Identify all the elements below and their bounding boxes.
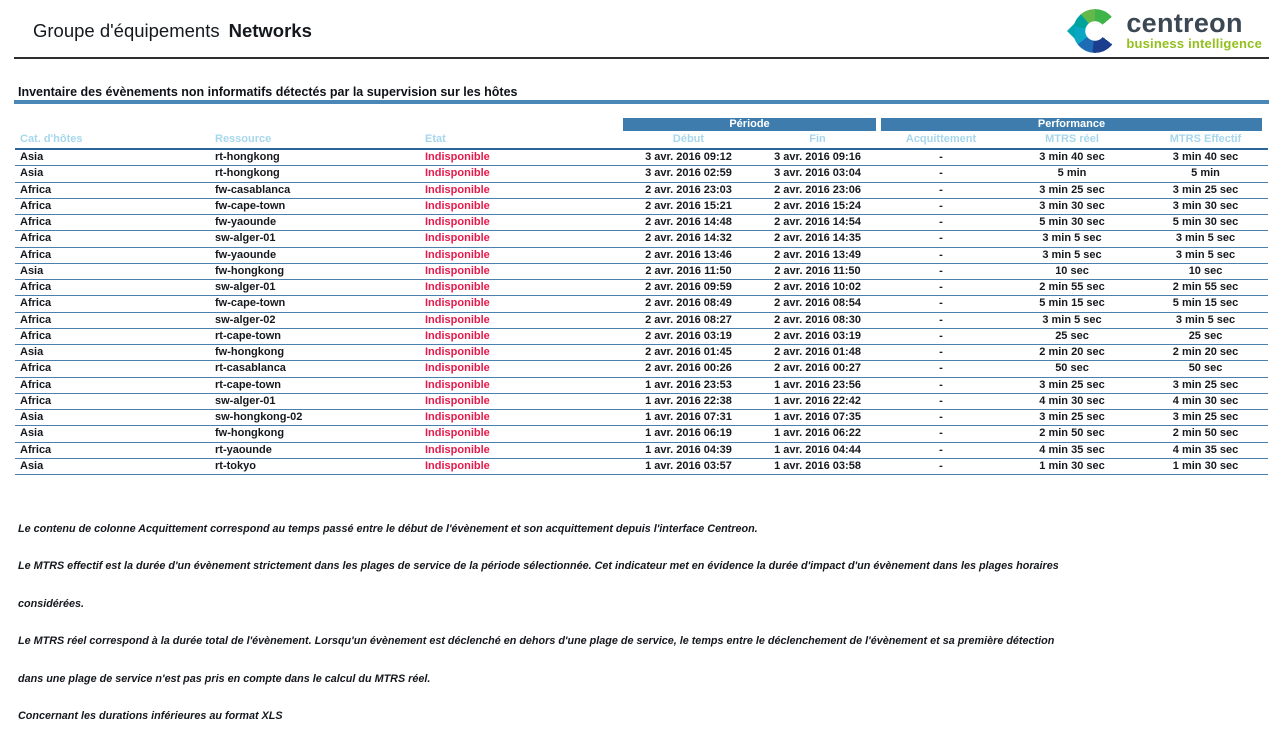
cell-end: 1 avr. 2016 03:58 bbox=[754, 459, 881, 475]
table-row bbox=[15, 150, 1268, 166]
cell-host-category: Africa bbox=[15, 199, 210, 215]
cell-host-category: Africa bbox=[15, 215, 210, 231]
cell-start: 1 avr. 2016 07:31 bbox=[623, 410, 754, 426]
cell-resource: rt-casablanca bbox=[210, 361, 420, 377]
cell-state: Indisponible bbox=[420, 231, 623, 247]
footnote-line: Le MTRS réel correspond à la durée total de l'évènement. Lorsqu'un évènement est déclenché en dehors d'une plage de service, le temps entre le déclenchement de l'évènement et sa première détection bbox=[18, 635, 1055, 648]
cell-end: 2 avr. 2016 23:06 bbox=[754, 183, 881, 199]
footnote-line: dans une plage de service n'est pas pris en compte dans le calcul du MTRS réel. bbox=[18, 672, 431, 685]
cell-start: 2 avr. 2016 11:50 bbox=[623, 264, 754, 280]
cell-mtrs-real: 5 min 15 sec bbox=[1001, 296, 1143, 312]
cell-acknowledgement: - bbox=[881, 443, 1001, 459]
column-header-state: Etat bbox=[420, 131, 623, 150]
centreon-logo-icon bbox=[1073, 9, 1117, 53]
cell-start: 3 avr. 2016 02:59 bbox=[623, 166, 754, 182]
cell-mtrs-real: 2 min 50 sec bbox=[1001, 426, 1143, 442]
cell-end: 2 avr. 2016 14:35 bbox=[754, 231, 881, 247]
cell-resource: fw-yaounde bbox=[210, 248, 420, 264]
column-header-start: Début bbox=[623, 131, 754, 150]
cell-start: 2 avr. 2016 14:48 bbox=[623, 215, 754, 231]
cell-resource: rt-hongkong bbox=[210, 166, 420, 182]
cell-mtrs-effective: 2 min 20 sec bbox=[1143, 345, 1268, 361]
cell-mtrs-effective: 1 min 30 sec bbox=[1143, 459, 1268, 475]
cell-acknowledgement: - bbox=[881, 361, 1001, 377]
cell-end: 2 avr. 2016 08:54 bbox=[754, 296, 881, 312]
table-row bbox=[15, 231, 1268, 247]
page-title bbox=[33, 20, 312, 42]
table-row bbox=[15, 426, 1268, 442]
cell-host-category: Africa bbox=[15, 296, 210, 312]
cell-resource: fw-hongkong bbox=[210, 426, 420, 442]
table-column-header-row bbox=[15, 131, 1268, 150]
cell-mtrs-effective: 3 min 5 sec bbox=[1143, 313, 1268, 329]
cell-mtrs-effective: 3 min 40 sec bbox=[1143, 150, 1268, 166]
footnotes bbox=[18, 499, 1270, 735]
cell-start: 1 avr. 2016 06:19 bbox=[623, 426, 754, 442]
cell-start: 1 avr. 2016 22:38 bbox=[623, 394, 754, 410]
cell-state: Indisponible bbox=[420, 459, 623, 475]
footnote-line: Concernant les durations inférieures au format XLS bbox=[18, 709, 283, 722]
cell-start: 2 avr. 2016 01:45 bbox=[623, 345, 754, 361]
cell-resource: fw-hongkong bbox=[210, 264, 420, 280]
cell-state: Indisponible bbox=[420, 329, 623, 345]
cell-mtrs-real: 3 min 30 sec bbox=[1001, 199, 1143, 215]
cell-resource: sw-alger-01 bbox=[210, 394, 420, 410]
logo-arrow-icon bbox=[1067, 23, 1075, 39]
cell-end: 3 avr. 2016 03:04 bbox=[754, 166, 881, 182]
cell-acknowledgement: - bbox=[881, 329, 1001, 345]
cell-resource: rt-tokyo bbox=[210, 459, 420, 475]
table-row bbox=[15, 264, 1268, 280]
table-row bbox=[15, 361, 1268, 377]
cell-host-category: Africa bbox=[15, 231, 210, 247]
column-header-mtrs-effective: MTRS Effectif bbox=[1143, 131, 1268, 150]
cell-host-category: Asia bbox=[15, 150, 210, 166]
logo-ring-icon bbox=[1073, 9, 1117, 53]
cell-end: 2 avr. 2016 11:50 bbox=[754, 264, 881, 280]
cell-end: 1 avr. 2016 06:22 bbox=[754, 426, 881, 442]
cell-resource: sw-alger-02 bbox=[210, 313, 420, 329]
cell-start: 3 avr. 2016 09:12 bbox=[623, 150, 754, 166]
logo-tagline-text: business intelligence bbox=[1126, 36, 1262, 51]
cell-acknowledgement: - bbox=[881, 231, 1001, 247]
events-table-wrapper bbox=[15, 118, 1268, 475]
cell-mtrs-effective: 2 min 50 sec bbox=[1143, 426, 1268, 442]
table-row bbox=[15, 280, 1268, 296]
cell-host-category: Africa bbox=[15, 361, 210, 377]
table-row bbox=[15, 296, 1268, 312]
cell-start: 2 avr. 2016 15:21 bbox=[623, 199, 754, 215]
cell-mtrs-effective: 5 min 30 sec bbox=[1143, 215, 1268, 231]
cell-end: 1 avr. 2016 22:42 bbox=[754, 394, 881, 410]
cell-host-category: Africa bbox=[15, 329, 210, 345]
events-table bbox=[15, 118, 1268, 475]
section-title-rule bbox=[14, 100, 1269, 104]
cell-resource: rt-cape-town bbox=[210, 378, 420, 394]
cell-start: 1 avr. 2016 23:53 bbox=[623, 378, 754, 394]
cell-resource: rt-yaounde bbox=[210, 443, 420, 459]
cell-mtrs-real: 2 min 20 sec bbox=[1001, 345, 1143, 361]
column-header-mtrs-real: MTRS réel bbox=[1001, 131, 1143, 150]
cell-mtrs-real: 3 min 25 sec bbox=[1001, 410, 1143, 426]
cell-mtrs-real: 3 min 5 sec bbox=[1001, 231, 1143, 247]
cell-mtrs-real: 25 sec bbox=[1001, 329, 1143, 345]
cell-state: Indisponible bbox=[420, 183, 623, 199]
cell-host-category: Asia bbox=[15, 410, 210, 426]
cell-state: Indisponible bbox=[420, 378, 623, 394]
cell-end: 1 avr. 2016 04:44 bbox=[754, 443, 881, 459]
cell-host-category: Asia bbox=[15, 426, 210, 442]
cell-acknowledgement: - bbox=[881, 248, 1001, 264]
cell-acknowledgement: - bbox=[881, 345, 1001, 361]
logo-text bbox=[1126, 8, 1262, 51]
cell-mtrs-effective: 2 min 55 sec bbox=[1143, 280, 1268, 296]
logo-brand-text: centreon bbox=[1126, 8, 1243, 38]
cell-mtrs-real: 1 min 30 sec bbox=[1001, 459, 1143, 475]
cell-state: Indisponible bbox=[420, 215, 623, 231]
cell-acknowledgement: - bbox=[881, 394, 1001, 410]
cell-mtrs-real: 3 min 5 sec bbox=[1001, 248, 1143, 264]
cell-acknowledgement: - bbox=[881, 459, 1001, 475]
cell-state: Indisponible bbox=[420, 150, 623, 166]
column-header-end: Fin bbox=[754, 131, 881, 150]
cell-mtrs-effective: 3 min 30 sec bbox=[1143, 199, 1268, 215]
table-group-header-row bbox=[15, 118, 1268, 131]
cell-acknowledgement: - bbox=[881, 215, 1001, 231]
cell-mtrs-effective: 3 min 25 sec bbox=[1143, 378, 1268, 394]
cell-mtrs-effective: 4 min 30 sec bbox=[1143, 394, 1268, 410]
table-row bbox=[15, 215, 1268, 231]
cell-host-category: Asia bbox=[15, 345, 210, 361]
cell-resource: sw-alger-01 bbox=[210, 280, 420, 296]
cell-mtrs-effective: 50 sec bbox=[1143, 361, 1268, 377]
cell-start: 2 avr. 2016 00:26 bbox=[623, 361, 754, 377]
cell-end: 2 avr. 2016 13:49 bbox=[754, 248, 881, 264]
cell-host-category: Asia bbox=[15, 166, 210, 182]
cell-resource: fw-cape-town bbox=[210, 199, 420, 215]
cell-state: Indisponible bbox=[420, 264, 623, 280]
table-row bbox=[15, 345, 1268, 361]
cell-end: 2 avr. 2016 08:30 bbox=[754, 313, 881, 329]
cell-mtrs-effective: 4 min 35 sec bbox=[1143, 443, 1268, 459]
cell-acknowledgement: - bbox=[881, 264, 1001, 280]
cell-start: 1 avr. 2016 04:39 bbox=[623, 443, 754, 459]
cell-end: 2 avr. 2016 15:24 bbox=[754, 199, 881, 215]
cell-end: 2 avr. 2016 03:19 bbox=[754, 329, 881, 345]
cell-host-category: Africa bbox=[15, 378, 210, 394]
cell-resource: fw-casablanca bbox=[210, 183, 420, 199]
cell-resource: sw-hongkong-02 bbox=[210, 410, 420, 426]
cell-host-category: Asia bbox=[15, 264, 210, 280]
cell-host-category: Africa bbox=[15, 394, 210, 410]
cell-mtrs-real: 4 min 35 sec bbox=[1001, 443, 1143, 459]
table-row bbox=[15, 378, 1268, 394]
cell-state: Indisponible bbox=[420, 313, 623, 329]
cell-acknowledgement: - bbox=[881, 426, 1001, 442]
table-row bbox=[15, 394, 1268, 410]
cell-start: 1 avr. 2016 03:57 bbox=[623, 459, 754, 475]
cell-mtrs-real: 5 min bbox=[1001, 166, 1143, 182]
cell-mtrs-real: 3 min 40 sec bbox=[1001, 150, 1143, 166]
title-group-label: Groupe d'équipements bbox=[33, 20, 220, 41]
cell-acknowledgement: - bbox=[881, 150, 1001, 166]
table-row bbox=[15, 313, 1268, 329]
table-row bbox=[15, 443, 1268, 459]
cell-acknowledgement: - bbox=[881, 199, 1001, 215]
cell-start: 2 avr. 2016 14:32 bbox=[623, 231, 754, 247]
cell-host-category: Africa bbox=[15, 313, 210, 329]
column-header-host-category: Cat. d'hôtes bbox=[15, 131, 210, 150]
cell-state: Indisponible bbox=[420, 394, 623, 410]
cell-resource: fw-hongkong bbox=[210, 345, 420, 361]
table-body bbox=[15, 150, 1268, 475]
cell-mtrs-effective: 25 sec bbox=[1143, 329, 1268, 345]
column-header-acknowledgement: Acquittement bbox=[881, 131, 1001, 150]
cell-acknowledgement: - bbox=[881, 296, 1001, 312]
table-row bbox=[15, 166, 1268, 182]
footnote-line: Le contenu de colonne Acquittement correspond au temps passé entre le début de l'évènement et son acquittement depuis l'interface Centreon. bbox=[18, 523, 758, 535]
cell-resource: fw-yaounde bbox=[210, 215, 420, 231]
cell-state: Indisponible bbox=[420, 166, 623, 182]
cell-mtrs-real: 10 sec bbox=[1001, 264, 1143, 280]
cell-mtrs-effective: 3 min 5 sec bbox=[1143, 248, 1268, 264]
table-row bbox=[15, 199, 1268, 215]
cell-mtrs-effective: 5 min bbox=[1143, 166, 1268, 182]
cell-acknowledgement: - bbox=[881, 183, 1001, 199]
cell-state: Indisponible bbox=[420, 443, 623, 459]
table-row bbox=[15, 459, 1268, 475]
cell-mtrs-effective: 3 min 25 sec bbox=[1143, 183, 1268, 199]
cell-host-category: Africa bbox=[15, 183, 210, 199]
cell-acknowledgement: - bbox=[881, 166, 1001, 182]
cell-state: Indisponible bbox=[420, 296, 623, 312]
cell-mtrs-real: 4 min 30 sec bbox=[1001, 394, 1143, 410]
footnote-line: Le MTRS effectif est la durée d'un évènement strictement dans les plages de service de la période sélectionnée. Cet indicateur met en évidence la durée d'impact d'un évènement dans les plages horaires bbox=[18, 560, 1059, 573]
cell-end: 1 avr. 2016 23:56 bbox=[754, 378, 881, 394]
cell-host-category: Africa bbox=[15, 248, 210, 264]
cell-end: 2 avr. 2016 00:27 bbox=[754, 361, 881, 377]
group-header-empty bbox=[15, 118, 623, 131]
cell-mtrs-real: 3 min 25 sec bbox=[1001, 183, 1143, 199]
cell-start: 2 avr. 2016 03:19 bbox=[623, 329, 754, 345]
centreon-logo bbox=[1073, 9, 1262, 53]
cell-state: Indisponible bbox=[420, 280, 623, 296]
header-rule bbox=[14, 57, 1269, 59]
cell-acknowledgement: - bbox=[881, 280, 1001, 296]
cell-end: 1 avr. 2016 07:35 bbox=[754, 410, 881, 426]
cell-state: Indisponible bbox=[420, 410, 623, 426]
cell-resource: fw-cape-town bbox=[210, 296, 420, 312]
cell-mtrs-effective: 5 min 15 sec bbox=[1143, 296, 1268, 312]
cell-end: 2 avr. 2016 10:02 bbox=[754, 280, 881, 296]
cell-end: 3 avr. 2016 09:16 bbox=[754, 150, 881, 166]
cell-start: 2 avr. 2016 08:49 bbox=[623, 296, 754, 312]
cell-state: Indisponible bbox=[420, 248, 623, 264]
cell-mtrs-real: 5 min 30 sec bbox=[1001, 215, 1143, 231]
cell-acknowledgement: - bbox=[881, 313, 1001, 329]
table-row bbox=[15, 329, 1268, 345]
cell-host-category: Africa bbox=[15, 280, 210, 296]
cell-start: 2 avr. 2016 09:59 bbox=[623, 280, 754, 296]
cell-start: 2 avr. 2016 08:27 bbox=[623, 313, 754, 329]
title-group-value: Networks bbox=[228, 20, 312, 41]
table-header-period: Période bbox=[623, 118, 881, 131]
cell-mtrs-real: 2 min 55 sec bbox=[1001, 280, 1143, 296]
table-header-performance: Performance bbox=[881, 118, 1268, 131]
footnote-line: considérées. bbox=[18, 597, 85, 610]
cell-mtrs-effective: 10 sec bbox=[1143, 264, 1268, 280]
cell-state: Indisponible bbox=[420, 426, 623, 442]
cell-mtrs-effective: 3 min 25 sec bbox=[1143, 410, 1268, 426]
table-row bbox=[15, 183, 1268, 199]
cell-resource: rt-cape-town bbox=[210, 329, 420, 345]
cell-resource: rt-hongkong bbox=[210, 150, 420, 166]
cell-mtrs-effective: 3 min 5 sec bbox=[1143, 231, 1268, 247]
table-row bbox=[15, 410, 1268, 426]
section-title: Inventaire des évènements non informatifs détectés par la supervision sur les hôtes bbox=[18, 85, 518, 99]
cell-state: Indisponible bbox=[420, 199, 623, 215]
cell-end: 2 avr. 2016 14:54 bbox=[754, 215, 881, 231]
cell-acknowledgement: - bbox=[881, 378, 1001, 394]
cell-host-category: Asia bbox=[15, 459, 210, 475]
cell-resource: sw-alger-01 bbox=[210, 231, 420, 247]
cell-host-category: Africa bbox=[15, 443, 210, 459]
cell-state: Indisponible bbox=[420, 345, 623, 361]
cell-mtrs-real: 3 min 25 sec bbox=[1001, 378, 1143, 394]
cell-start: 2 avr. 2016 13:46 bbox=[623, 248, 754, 264]
cell-mtrs-real: 50 sec bbox=[1001, 361, 1143, 377]
cell-mtrs-real: 3 min 5 sec bbox=[1001, 313, 1143, 329]
cell-start: 2 avr. 2016 23:03 bbox=[623, 183, 754, 199]
cell-acknowledgement: - bbox=[881, 410, 1001, 426]
cell-state: Indisponible bbox=[420, 361, 623, 377]
table-row bbox=[15, 248, 1268, 264]
column-header-resource: Ressource bbox=[210, 131, 420, 150]
cell-end: 2 avr. 2016 01:48 bbox=[754, 345, 881, 361]
